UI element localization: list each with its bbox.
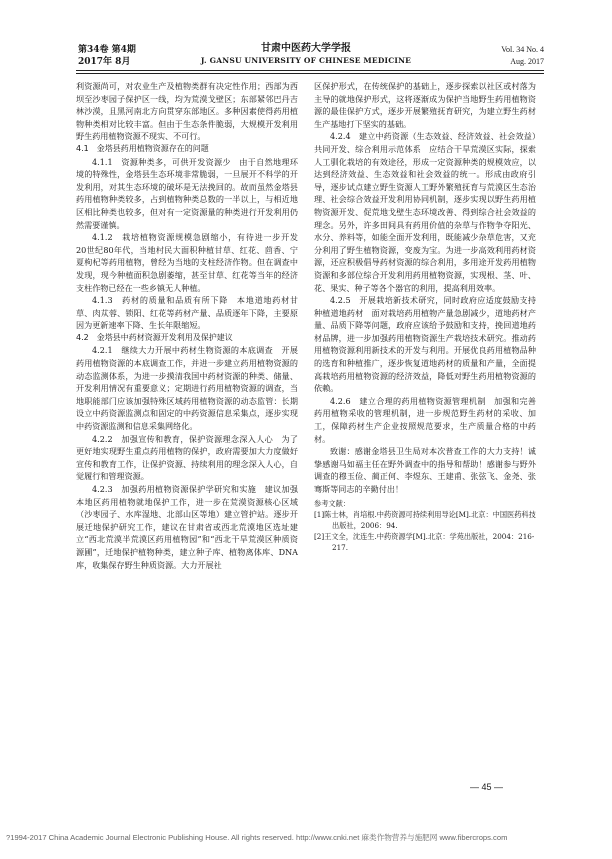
journal-title-en: J. GANSU UNIVERSITY OF CHINESE MEDICINE: [200, 56, 412, 65]
header-right: [472, 44, 544, 68]
left-column: [76, 80, 307, 571]
volume-issue-en: Vol. 34 No. 4: [501, 45, 544, 54]
right-paragraph: 4.2.6 建立合理的药用植物资源管理机制 加强和完善药用植物采收的管理机制，进一步规范野生药材的采收、加工，保障药材生产企业按照规范要求，生产质量合格的中药材。: [314, 395, 536, 444]
right-paragraph: 区保护形式，在传统保护的基础上，逐步探索以社区或村落为主导的就地保护形式，这将逐渐成为保护当地野生药用植物资源的最佳保护方式，逐步开展繁殖抚育研究，为建立野生药材生产基地打下坚实的基础。: [314, 81, 536, 129]
volume-issue: 第34卷 第4期: [78, 45, 136, 55]
right-paragraph: 4.2.4 建立中药资源（生态效益、经济效益、社会效益）共同开发、综合利用示范体系 应结合干旱荒漠区实际，探索人工驯化栽培的有效途径，形成一定资源种类的规模效应，以达到经济效益、生态效益和社会效益的统一。形成由政府引导，逐步试点建立野生资源人工野外繁殖抚育与荒漠区生态治理、社会综合效益开发利用协同机制，逐步实现以野生药用植物资源开发、促荒地戈壁生态环境改善、得到综合社会效益的理念。另外，许多田间具有药用价值的杂草与作物争夺阳光、水分、养料等，如能全面开发利用，既能减少杂草危害，又充分利用了野生植物资源，变废为宝。为进一步高效利用药材资源，还应积极倡导药材资源的综合利用，多用途开发药用植物资源和多部位综合开发利用药用植物资源，实现根、茎、叶、花、果实、种子等各个器官的利用，提高利用效率。: [314, 131, 536, 293]
page-number: — 45 —: [470, 782, 504, 792]
issue-date: 2017年 8月: [78, 57, 131, 67]
right-acknowledgement: 致谢：感谢金塔县卫生局对本次普查工作的大力支持！诚挚感谢马如福主任在野外调查中的指导和帮助！感谢参与野外调查的穆玉俭、蔺正何、李煜东、王建甫、张弦飞、金尧、张骞斯等同志的辛勤付出！: [314, 446, 536, 494]
right-reference-item: [2]王文全，沈连生.中药资源学[M].北京：学苑出版社，2004：216-217.: [314, 531, 535, 552]
header-rule-thin: [76, 73, 544, 74]
right-references-heading: 参考文献：: [314, 498, 350, 508]
left-paragraph: 4.2.1 继续大力开展中药材生物资源的本底调查 开展药用植物资源的本底调查工作，并进一步建立药用植物资源的动态监测体系，为进一步摸清我国中药材资源的种类、储量、开发利用情况有重要意义；定期进行药用植物资源的调查，当地职能部门应该加强特殊区域药用植物资源的动态监管：长期设立中药资源监测点和固定的中药资源信息采集点，逐步实现中药资源监测和信息采集网络化。: [76, 345, 298, 432]
issue-date-en: Aug. 2017: [510, 57, 544, 66]
copyright-footer: ?1994-2017 China Academic Journal Electronic Publishing House. All rights reserved. http://www.cnki.net 麻类作物营养与施肥网 www.fibercrops.com: [6, 833, 508, 842]
left-paragraph: 4.2.2 加强宣传和教育，保护资源理念深入人心 为了更好地实现野生重点药用植物的保护，政府需要加大力度做好宣传和教育工作，让保护资源、持续利用的理念深入人心，自觉履行和管理资源。: [76, 433, 298, 482]
left-paragraph: 4.1.3 药材的质量和品质有所下降 本地道地药材甘草、肉苁蓉、锁阳、红花等药材产量、品质逐年下降，主要原因为更新速率下降、生长年限缩短。: [76, 295, 298, 331]
left-paragraph: 4.1.2 栽培植物资源规模急剧缩小，有待进一步开发 20世纪80年代，当地村民大面积种植甘草、红花、茴香、宁夏枸杞等药用植物，曾经为当地的支柱经济作物。但在调查中发现，现今种植面积急剧萎缩，甚至甘草、红花等当年的经济支柱作物已经在一些乡镇无人种植。: [76, 232, 307, 293]
right-reference-item: [1]陈士林，肖培根.中药资源可持续利用导论[M].北京：中国医药科技出版社，2006：94.: [314, 509, 536, 530]
left-paragraph: 利资源尚可，对农业生产及植物类群有决定性作用；西部为西坝至沙枣园子保护区一线，均为荒漠戈壁区；东部紧邻巴丹吉林沙漠，且黑河南北方向贯穿东部地区。多种因素使得药用植物种类相对比较丰富。但由于生态条件脆弱，大规模开发利用野生药用植物资源不现实、不可行。: [76, 81, 298, 142]
left-paragraph: 4.1.1 资源种类多，可供开发资源少 由于自然地理环境的特殊性，金塔县生态环境非常脆弱，一旦展开不科学的开发利用，对其生态环境的破坏是无法挽回的。故而虽然金塔县药用植物种类较多，占到植物种类总数的一半以上，与相近地区相比种类也较多，但对有一定资源量的种类进行开发利用仍然需要谨慎。: [76, 156, 298, 230]
left-section-heading: 4.2 金塔县中药材资源开发利用及保护建议: [76, 332, 233, 342]
page-header: [0, 0, 612, 72]
journal-title-cn: 甘肃中医药大学学报: [261, 43, 351, 54]
right-paragraph: 4.2.5 开展栽培新技术研究，同时政府应适度鼓励支持种植道地药材 面对栽培药用植物产量急剧减少，道地药材产量、品质下降等问题，政府应该给予鼓励和支持，挽回道地药材品牌，进一步加强药用植物资源生产栽培技术研究。推动药用植物资源利用新技术的开发与利用。开展优良药用植物品种的选育和种植推广，逐步恢复道地药材的质量和产量，全面提高栽培药用植物资源的经济效益，降低对野生药用植物资源的依赖。: [314, 295, 536, 394]
left-paragraph: 4.2.3 加强药用植物资源保护学研究和实施 建议加强本地区药用植物就地保护工作，进一步在荒漠资源核心区域（沙枣园子、水库湿地、北部山区等地）建立管护站。逐步开展迁地保护研究工作，建议在甘肃省或西北荒漠地区选址建立“西北荒漠半荒漠区药用植物园”和“西北干旱荒漠区种质资源圃”，迁地保护植物种类，建立种子库、植物离体库、DNA库，收集保存野生种质资源。大力开展社: [76, 484, 298, 570]
header-rule-thick: [76, 70, 544, 71]
right-column: [314, 80, 536, 553]
left-section-heading: 4.1 金塔县药用植物资源存在的问题: [76, 143, 209, 153]
